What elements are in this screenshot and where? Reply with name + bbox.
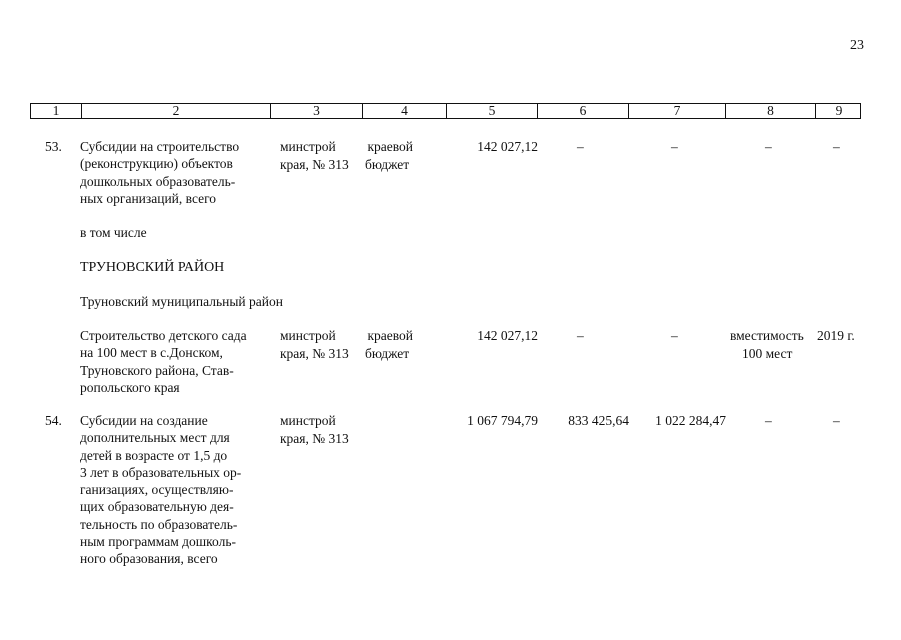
including-label: в том числе	[80, 225, 147, 240]
row-53-col-5: 142 027,12	[477, 139, 538, 154]
construction-line-3: Труновского района, Став-	[80, 362, 234, 378]
row-53-col-7: –	[671, 139, 678, 154]
row-54-line-4: 3 лет в образовательных ор-	[80, 464, 242, 480]
row-53-executor-2: края, № 313	[280, 156, 349, 172]
row-53-col-6: –	[577, 139, 584, 154]
row-54-executor-1: минстрой	[280, 413, 336, 428]
row-53-line-2: (реконструкцию) объектов	[80, 156, 233, 172]
header-col-5: 5	[447, 104, 538, 118]
page-number: 23	[850, 38, 864, 53]
row-54-line-1: Субсидии на создание	[80, 413, 208, 428]
construction-description	[80, 327, 272, 396]
row-54-line-9: ного образования, всего	[80, 551, 218, 567]
header-col-9: 9	[835, 103, 843, 118]
construction-line-1: Строительство детского сада	[80, 328, 247, 343]
construction-source-2: бюджет	[365, 345, 410, 361]
construction-col-5: 142 027,12	[477, 328, 538, 343]
construction-executor-2: края, № 313	[280, 345, 349, 361]
row-53-col-9: –	[833, 139, 840, 154]
row-53-col-8: –	[765, 139, 772, 154]
construction-line-2: на 100 мест в с.Донском,	[80, 345, 223, 361]
row-53-line-1: Субсидии на строительство	[80, 139, 240, 154]
construction-source-1: краевой	[367, 328, 413, 343]
row-53-line-3: дошкольных образователь-	[80, 173, 236, 189]
header-col-4: 4	[363, 104, 447, 118]
header-col-7: 7	[629, 104, 726, 118]
row-53-description	[80, 138, 272, 207]
row-54-col-6: 833 425,64	[568, 413, 629, 428]
district-heading: ТРУНОВСКИЙ РАЙОН	[80, 260, 225, 275]
construction-col-8-line-2: 100 мест	[742, 345, 793, 361]
row-54-line-5: ганизациях, осуществляю-	[80, 482, 234, 498]
construction-col-8-line-1: вместимость	[730, 328, 804, 343]
construction-col-9: 2019 г.	[817, 328, 855, 343]
header-col-2: 2	[82, 104, 271, 118]
row-54-col-7: 1 022 284,47	[655, 413, 726, 428]
row-53-source-2: бюджет	[365, 156, 410, 172]
row-53-number: 53.	[45, 139, 62, 154]
row-54-number: 54.	[45, 413, 62, 428]
header-col-6: 6	[538, 104, 629, 118]
row-54-line-6: щих образовательную дея-	[80, 499, 234, 515]
construction-col-7: –	[671, 328, 678, 343]
municipal-district-label: Труновский муниципальный район	[80, 294, 283, 309]
header-col-3: 3	[271, 104, 363, 118]
row-54-col-9: –	[833, 413, 840, 428]
header-col-8: 8	[726, 104, 816, 118]
row-54-line-7: тельность по образователь-	[80, 516, 238, 532]
row-54-col-8: –	[765, 413, 772, 428]
row-54-line-3: детей в возрасте от 1,5 до	[80, 447, 228, 463]
row-53-executor-1: минстрой	[280, 139, 336, 154]
header-col-1: 1	[31, 104, 82, 118]
construction-line-4: ропольского края	[80, 379, 180, 395]
row-54-line-8: ным программам дошколь-	[80, 534, 236, 550]
row-54-description	[80, 412, 272, 568]
row-54-col-5: 1 067 794,79	[467, 413, 538, 428]
row-54-executor-2: края, № 313	[280, 430, 349, 446]
construction-col-6: –	[577, 328, 584, 343]
row-53-line-4: ных организаций, всего	[80, 190, 217, 206]
table-header	[30, 103, 861, 119]
construction-executor-1: минстрой	[280, 328, 336, 343]
row-53-source-1: краевой	[367, 139, 413, 154]
row-54-line-2: дополнительных мест для	[80, 430, 230, 446]
